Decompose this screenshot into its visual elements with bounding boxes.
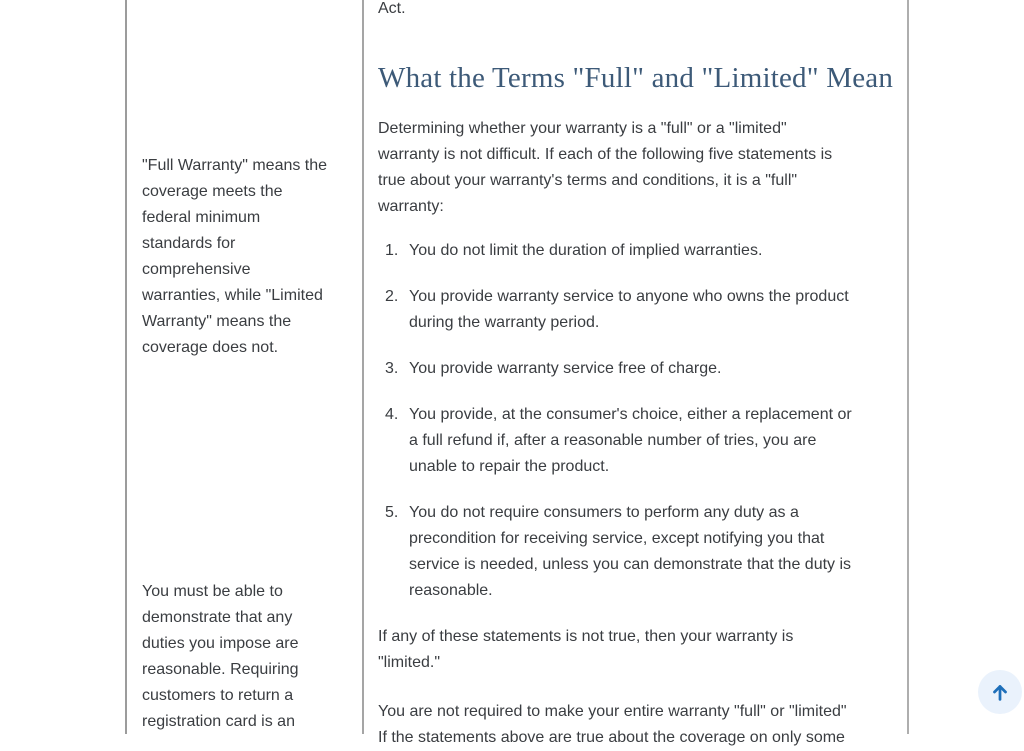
main-column-left-border xyxy=(362,0,364,734)
text-line: customers to return a xyxy=(142,687,294,704)
text-line: service is needed, unless you can demonstrate that the duty is xyxy=(409,556,852,573)
text-line: reasonable. xyxy=(409,582,493,599)
text-line: "limited." xyxy=(378,654,441,671)
sidebar-left-border xyxy=(125,0,127,734)
text-line: duties you impose are xyxy=(142,635,299,652)
text-line: You provide, at the consumer's choice, either a replacement or xyxy=(409,406,852,423)
intro-paragraph xyxy=(378,116,906,220)
margin-note-full-warranty xyxy=(142,153,354,361)
list-item-2 xyxy=(378,284,906,336)
text-line: You must be able to xyxy=(142,583,283,600)
margin-note-reasonable-duties xyxy=(142,579,354,735)
section-heading: What the Terms "Full" and "Limited" Mean xyxy=(378,62,894,94)
text-line: a full refund if, after a reasonable number of tries, you are xyxy=(409,432,817,449)
warranty-statements-list xyxy=(378,238,906,604)
text-line: precondition for receiving service, except notifying you that xyxy=(409,530,825,547)
text-line: If the statements above are true about the coverage on only some xyxy=(378,729,845,746)
text-line: You do not limit the duration of implied warranties. xyxy=(409,242,763,259)
list-item-4 xyxy=(378,402,906,480)
text-line: If any of these statements is not true, then your warranty is xyxy=(378,628,794,645)
text-line: registration card is an xyxy=(142,713,295,730)
limited-warranty-paragraph xyxy=(378,624,906,676)
text-line: Determining whether your warranty is a "full" or a "limited" xyxy=(378,120,787,137)
text-line: Warranty" means the xyxy=(142,313,292,330)
clipped-paragraph-end: Act. xyxy=(378,0,406,17)
text-line: coverage does not. xyxy=(142,339,279,356)
text-line: during the warranty period. xyxy=(409,314,600,331)
list-number-4: 4. xyxy=(385,406,399,423)
text-line: standards for xyxy=(142,235,236,252)
partial-bottom-paragraph xyxy=(378,699,906,751)
list-number-3: 3. xyxy=(385,360,399,377)
list-item-3-text xyxy=(409,356,906,382)
main-column-right-border xyxy=(907,0,909,734)
text-line: unable to repair the product. xyxy=(409,458,610,475)
list-item-4-text xyxy=(409,402,906,480)
text-line: You are not required to make your entire warranty "full" or "limited" xyxy=(378,703,847,720)
text-line: You provide warranty service to anyone who owns the product xyxy=(409,288,849,305)
up-arrow-icon xyxy=(989,681,1011,703)
list-item-1 xyxy=(378,238,906,264)
text-line: comprehensive xyxy=(142,261,251,278)
list-item-3 xyxy=(378,356,906,382)
text-line: federal minimum xyxy=(142,209,261,226)
list-item-5-text xyxy=(409,500,906,604)
text-line: warranties, while "Limited xyxy=(142,287,323,304)
list-item-5 xyxy=(378,500,906,604)
text-line: You do not require consumers to perform any duty as a xyxy=(409,504,799,521)
text-line: demonstrate that any xyxy=(142,609,293,626)
text-line: coverage meets the xyxy=(142,183,283,200)
text-line: reasonable. Requiring xyxy=(142,661,299,678)
text-line: "Full Warranty" means the xyxy=(142,157,328,174)
text-line: You provide warranty service free of charge. xyxy=(409,360,722,377)
list-number-2: 2. xyxy=(385,288,399,305)
text-line: true about your warranty's terms and conditions, it is a "full" xyxy=(378,172,798,189)
list-item-1-text xyxy=(409,238,906,264)
text-line: warranty: xyxy=(378,198,444,215)
main-content-column xyxy=(378,0,906,751)
list-item-2-text xyxy=(409,284,906,336)
list-number-5: 5. xyxy=(385,504,399,521)
list-number-1: 1. xyxy=(385,242,399,259)
text-line: warranty is not difficult. If each of the following five statements is xyxy=(378,146,833,163)
scroll-to-top-button[interactable] xyxy=(978,670,1022,714)
